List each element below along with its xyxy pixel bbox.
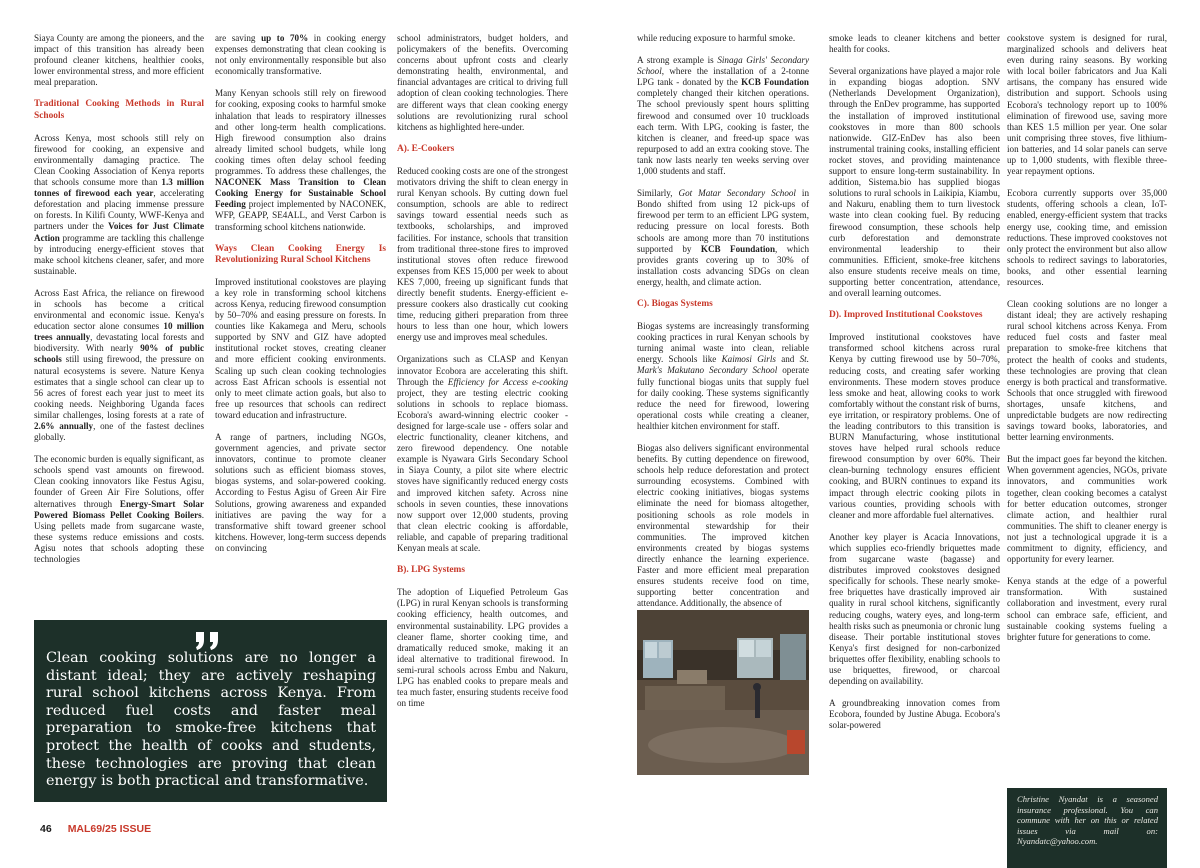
paragraph: cookstove system is designed for rural, marginalized schools and delivers heat even during rainy seasons. By working with local boiler fabricators and Jua Kali artisans, the company has ensured wide distribution and support. Schools using Ecobora's technology report up to 100% elimination of firewood use, saving more than KES 1.5 million per year. One solar unit comprising three stoves, five lithium-ion batteries, and 14 solar panels can serve up to 1,000 students, with flexible three-year repayment options. [1007, 33, 1167, 177]
subheading-e-cookers: A). E-Cookers [397, 143, 455, 154]
kitchen-photo-illustration [637, 610, 809, 775]
column-6 [1007, 33, 1167, 654]
issue-label: MAL69/25 ISSUE [67, 823, 152, 835]
subheading-biogas-systems: C). Biogas Systems [637, 298, 713, 309]
paragraph: Improved institutional cookstoves are playing a key role in transforming school kitchens across Kenya, reducing firewood consumption by 50–70% and easing pressure on forests. In counties like Kakamega and Meru, schools supported by SNV and GIZ have adopted institutional rocket stoves, creating cleaner and more efficient cooking environments. Scaling up such clean cooking technologies across East African schools is essential not only to meet climate action goals, but also to free up resources that schools can redirect toward education and infrastructure. [215, 276, 386, 420]
author-bio-box [1007, 788, 1167, 868]
pull-quote-box [34, 620, 387, 802]
paragraph: Siaya County are among the pioneers, and the impact of this transition has already been profound cleaner kitchens, healthier cooks, lower environmental stress, and more efficient meal preparation. [34, 33, 204, 88]
paragraph: The adoption of Liquefied Petroleum Gas (LPG) in rural Kenyan schools is transforming cooking efficiency, health outcomes, and environmental sustainability. LPG provides a cleaner flame, shorter cooking time, and dramatically reduced smoke, making it an ideal alternative to traditional firewood. In semi-rural schools across Embu and Nakuru, LPG has enabled cooks to prepare meals and tea much faster, ensuring students receive food on time [397, 587, 568, 709]
paragraph: Reduced cooking costs are one of the strongest motivators driving the shift to clean energy in rural Kenyan schools. By cutting down fuel consumption, schools are able to redirect savings toward essential needs such as textbooks, scholarships, and improved facilities. For instance, schools that transition from traditional three-stone fires to improved institutional stoves often reduce firewood expenses from KES 15,000 per week to about KES 7,000, freeing up significant funds that directly benefit students. Energy-efficient e-pressure cookers also drastically cut cooking time, reducing githeri preparation from three hours to less than one hour, which lowers energy use and improves meal schedules. [397, 165, 568, 343]
paragraph: Many Kenyan schools still rely on firewood for cooking, exposing cooks to harmful smoke inhalation that leads to respiratory illnesses and other long-term health complications. High firewood consumption also drains already limited school budgets, while long cooking times often delay school feeding programmes. To address these challenges, the NACONEK Mass Transition to Clean Cooking Energy for Sustainable School Feeding project implemented by NACONEK, WFP, GEAPP, SE4ALL, and Verst Carbon is transforming school kitchens nationwide. [215, 88, 386, 232]
subheading-ways-clean-cooking: Ways Clean Cooking Energy Is Revolutionizing Rural School Kitchens [215, 243, 386, 265]
column-2 [215, 33, 386, 565]
paragraph: Another key player is Acacia Innovations, which supplies eco-friendly briquettes made from sugarcane waste (bagasse) and distributes improved cookstoves designed specifically for schools. These nearly smoke-free briquettes have drastically improved air quality in rural school kitchens, significantly reducing coughs, watery eyes, and long-term health risks such as pneumonia or chronic lung disease. Their portable institutional stoves Kenya's first designed for non-carbonized briquettes offer flexibility, enabling schools to use briquettes, firewood, or charcoal depending on availability. [829, 531, 1000, 687]
column-1 [34, 33, 204, 576]
paragraph: Across Kenya, most schools still rely on firewood for cooking, an expensive and environmentally damaging practice. The Clean Cooking Association of Kenya reports that schools consume more than 1.3 million tonnes of firewood each year, accelerating deforestation and placing immense pressure on forests. In Kilifi County, WWF-Kenya and partners under the Voices for Just Climate Action programme are tackling this challenge by introducing energy-efficient stoves that make school kitchens cleaner, safer, and more sustainable. [34, 132, 205, 276]
paragraph: The economic burden is equally significant, as schools spend vast amounts on firewood. Clean cooking innovators like Festus Agisu, founder of Green Air Fire Solutions, offer alternatives through Energy-Smart Solar Powered Biomass Pellet Cooking Boilers. Using pellets made from sugarcane waste, these systems reduce emissions and costs. Agisu notes that schools adopting these technologies [34, 454, 204, 565]
paragraph: school administrators, budget holders, and policymakers of the benefits. Overcoming concerns about upfront costs and clearly demonstrating health, environmental, and financial advantages are critical to driving full adoption of clean cooking technologies. There are different ways that clean cooking energy solutions are revolutionizing rural school kitchens as highlighted here-under. [397, 33, 568, 132]
paragraph: smoke leads to cleaner kitchens and better health for cooks. [829, 33, 1000, 55]
paragraph: are saving up to 70% in cooking energy expenses demonstrating that clean cooking is not only environmentally responsible but also economically transformative. [215, 33, 386, 77]
pull-quote-text: Clean cooking solutions are no longer a distant ideal; they are actively reshaping rural school kitchens across Kenya. From reduced fuel costs and faster meal preparation to smoke-free kitchens that protect the health of cooks and students, these technologies are proving that clean energy is both practical and transformative. [46, 650, 376, 790]
paragraph: Kenya stands at the edge of a powerful transformation. With sustained collaboration and investment, every rural school can embrace safe, efficient, and sustainable cooking systems fueling a brighter future for generations to come. [1007, 576, 1167, 642]
page-footer [40, 823, 151, 835]
subheading-improved-cookstoves: D). Improved Institutional Cookstoves [829, 310, 983, 321]
paragraph: Ecobora currently supports over 35,000 students, offering schools a clean, IoT-enabled, energy-efficient system that tracks energy use, cooking time, and emission reductions. These improved cookstoves not only protect the environment but also allow schools to redirect savings to laboratories, books, and other essential learning resources. [1007, 188, 1167, 287]
column-3 [397, 33, 568, 720]
subheading-traditional-cooking: Traditional Cooking Methods in Rural Schools [34, 99, 204, 121]
paragraph: Improved institutional cookstoves have transformed school kitchens across rural Kenya by cutting firewood use by 50–70%, reducing costs, and creating safer working environments. These modern stoves produce less smoke and heat, allowing cooks to work comfortably without the constant risk of burns, eye irritation, or respiratory problems. One of the leading contributors to this transition is BURN Manufacturing, whose institutional stoves have helped rural schools reduce firewood consumption by over 60%. Their clean-burning technology ensures efficient cooking, and BURN continues to expand its impact through electric cooking pilots in various counties, providing schools with cleaner and more affordable fuel alternatives. [829, 332, 1000, 520]
subheading-lpg-systems: B). LPG Systems [397, 565, 465, 576]
paragraph: Organizations such as CLASP and Kenyan innovator Ecobora are accelerating this shift. Through the Efficiency for Access e-cooking project, they are testing electric cooking solutions in schools to replace biomass. Ecobora's award-winning electric cooker - designed for large-scale use - offers solar and electric functionality, cleaner kitchens, and zero firewood dependency. One notable example is Nyawara Girls Secondary School in Siaya County, a pilot site where electric stoves have significantly reduced energy costs and improved kitchen safety. Across nine schools in seven counties, these innovations now support over 12,000 students, proving that clean electric cooking is affordable, reliable, and capable of preparing traditional Kenyan meals at scale. [397, 354, 568, 554]
paragraph: Clean cooking solutions are no longer a distant ideal; they are actively reshaping rural school kitchens across Kenya. From reduced fuel costs and faster meal preparation to smoke-free kitchens that protect the health of cooks and students, these technologies are proving that clean energy is both practical and transformative. Schools that once struggled with firewood shortages, unsafe kitchens, and unpredictable budgets are now redirecting savings toward books, laboratories, and better learning environments. [1007, 299, 1167, 443]
kitchen-photo [637, 610, 809, 775]
paragraph: A groundbreaking innovation comes from Ecobora, founded by Justine Abuga. Ecobora's solar-powered [829, 698, 1000, 731]
page-number: 46 [40, 823, 52, 835]
column-5 [829, 33, 1000, 742]
paragraph: Similarly, Got Matar Secondary School in Bondo shifted from using 12 pick-ups of firewood per term to an efficient LPG system, reducing pressure on local forests. Both schools are among more than 70 institutions supported by KCB Foundation, which provides grants covering up to 30% of installation costs advancing SDGs on clean energy, health, and climate action. [637, 188, 809, 287]
author-bio-text: Christine Nyandat is a seasoned insurance professional. You can commune with her on this or related issues via mail on: Nyandatc@yahoo.com. [1017, 794, 1158, 847]
paragraph: A strong example is Sinaga Girls' Secondary School, where the installation of a 2-tonne LPG tank - donated by the KCB Foundation completely changed their kitchen operations. The school previously spent hours splitting firewood and consumed over 10 truckloads each term. With LPG, cooking is faster, the kitchen is cleaner, and freed-up space was repurposed to add an extra cooking stove. The tank now lasts nearly ten weeks serving over 1,000 students and staff. [637, 55, 809, 177]
paragraph: A range of partners, including NGOs, government agencies, and private sector innovators, continue to promote cleaner solutions such as efficient biomass stoves, biogas systems, and solar-powered cooking. According to Festus Agisu of Green Air Fire Solutions, growing awareness and expanded initiatives are paving the way for a transformative shift toward greener school kitchens. However, long-term success depends on convincing [215, 432, 386, 553]
paragraph: Several organizations have played a major role in expanding biogas adoption. SNV (Netherlands Development Organization), through the EnDev programme, has supported the installation of improved institutional cookstoves in more than 800 schools nationwide. GIZ-EnDev has also been instrumental training cooks, installing efficient rocket stoves, and providing maintenance support to ensure long-term sustainability. In addition, Sistema.bio has supplied biogas solutions to rural schools in Laikipia, Kiambu, and Nakuru, enabling them to turn livestock waste into clean cooking fuel. By reducing firewood consumption, these schools help curb deforestation and demonstrate environmental leadership to their communities. Efficient, smoke-free kitchens also ensure students receive meals on time, supporting better concentration, attendance, and overall learning outcomes. [829, 66, 1000, 299]
paragraph: Biogas also delivers significant environmental benefits. By cutting dependence on firewood, schools help reduce deforestation and protect surrounding ecosystems. Combined with electric cooking initiatives, biogas systems eliminate the need for biomass altogether, positioning schools as role models in environmental stewardship for their communities. The improved kitchen environments created by biogas systems directly enhance the learning experience. Faster and more efficient meal preparation ensures students receive food on time, supporting better concentration and attendance. Additionally, the absence of [637, 443, 809, 609]
paragraph: while reducing exposure to harmful smoke. [637, 33, 796, 43]
paragraph: Biogas systems are increasingly transforming cooking practices in rural Kenyan schools by turning animal waste into clean, reliable energy. Schools like Kaimosi Girls and St. Mark's Makutano Secondary School operate fully functional biogas units that supply fuel for daily cooking. These systems significantly reduce the need for firewood, lowering operational costs while creating a cleaner, healthier kitchen environment for staff. [637, 321, 810, 431]
left-page [0, 0, 600, 849]
paragraph: Across East Africa, the reliance on firewood in schools has become a critical environmental and economic issue. Kenya's education sector alone consumes 10 million trees annually, devastating local forests and biodiversity. With nearly 90% of public schools still using firewood, the pressure on natural ecosystems is severe. Nature Kenya estimates that a single school can clear up to 56 acres of forest each year just to meet its cooking needs. Neighboring Uganda faces similar challenges, losing forests at a rate of 2.6% annually, one of the fastest declines globally. [34, 287, 204, 443]
paragraph: But the impact goes far beyond the kitchen. When government agencies, NGOs, private innovators, and communities work together, clean cooking becomes a catalyst for better education outcomes, stronger climate action, and healthier rural communities. The shift to cleaner energy is not just a technological upgrade it is a commitment to dignity, efficiency, and opportunity for every learner. [1007, 454, 1167, 565]
column-4 [637, 33, 809, 620]
